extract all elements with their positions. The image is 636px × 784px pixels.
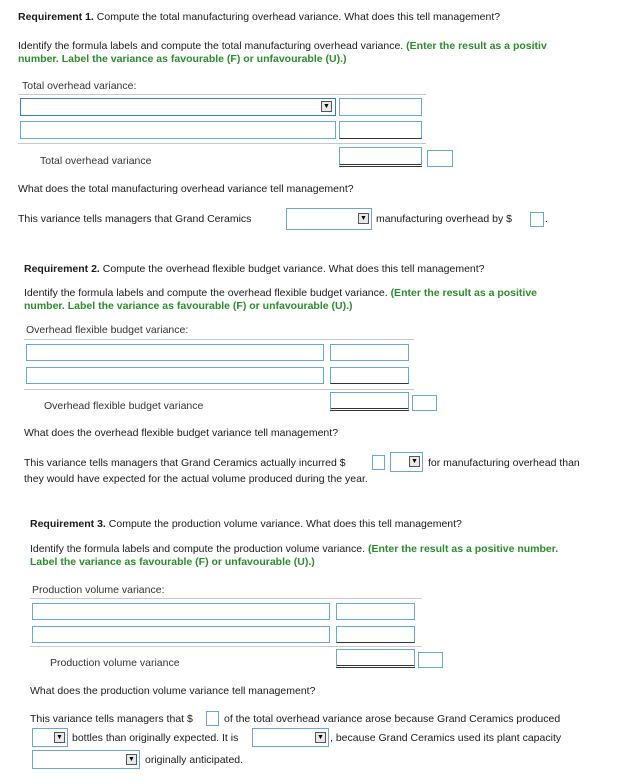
req3-question: What does the production volume variance tell management? <box>30 685 316 697</box>
dropdown-arrow-icon: ▼ <box>358 213 369 224</box>
req1-fu-input[interactable] <box>427 150 453 167</box>
req3-amount-input-2[interactable] <box>336 626 415 643</box>
req1-total-label: Total overhead variance <box>40 155 152 167</box>
divider <box>18 94 426 95</box>
req2-sentence-b: for manufacturing overhead than <box>428 457 580 469</box>
dropdown-arrow-icon: ▼ <box>321 101 332 112</box>
req2-amount-input-2[interactable] <box>330 367 409 384</box>
req2-fu-input[interactable] <box>412 395 437 411</box>
req1-amount-sentence-input[interactable] <box>530 212 544 227</box>
divider <box>24 389 414 390</box>
req1-table-label: Total overhead variance: <box>22 80 137 92</box>
dropdown-arrow-icon: ▼ <box>54 732 65 743</box>
dropdown-arrow-icon: ▼ <box>409 456 420 467</box>
req2-sentence-a: This variance tells managers that Grand Ceramics actually incurred $ <box>24 457 346 469</box>
req3-sentence-b: of the total overhead variance arose because Grand Ceramics produced <box>224 713 561 725</box>
req3-fav-unfav-select[interactable] <box>252 728 329 747</box>
req1-instructions: Identify the formula labels and compute the total manufacturing overhead variance. (Enter the result as a positiv number. Label the variance as favourable (F) or unfavourable (U).) <box>18 40 547 65</box>
req3-sentence-d: , because Grand Ceramics used its plant capacity <box>330 732 562 744</box>
req3-sentence-e: originally anticipated. <box>145 754 244 766</box>
req1-formula-label-select-1[interactable] <box>20 98 336 116</box>
req3-sentence-a: This variance tells managers that $ <box>30 713 193 725</box>
dropdown-arrow-icon: ▼ <box>126 754 137 765</box>
req2-formula-label-input-1[interactable] <box>26 344 324 361</box>
req3-amount-sentence-input[interactable] <box>206 711 219 726</box>
req2-instructions: Identify the formula labels and compute the overhead flexible budget variance. (Enter the result as a positive number. Label the variance as favourable (F) or unfavourable (U).) <box>24 287 538 312</box>
req1-amount-input-2[interactable] <box>339 121 422 139</box>
req1-sentence-c: . <box>545 213 548 225</box>
req3-capacity-select[interactable] <box>32 750 140 769</box>
req3-amount-input-1[interactable] <box>336 603 415 620</box>
divider <box>18 143 426 144</box>
dropdown-arrow-icon: ▼ <box>315 732 326 743</box>
req1-over-under-select[interactable] <box>286 208 372 230</box>
req3-heading: Requirement 3. Compute the production volume variance. What does this tell management? <box>30 518 462 530</box>
req1-formula-label-input-2[interactable] <box>20 121 336 139</box>
req3-more-fewer-select[interactable] <box>32 728 68 747</box>
req1-amount-input-1[interactable] <box>339 98 422 116</box>
req2-amount-input-1[interactable] <box>330 344 409 361</box>
req3-sentence-c: bottles than originally expected. It is <box>72 732 239 744</box>
req2-total-amount-input[interactable] <box>330 392 409 411</box>
req3-total-label: Production volume variance <box>50 657 180 669</box>
req2-total-label: Overhead flexible budget variance <box>44 400 204 412</box>
req3-formula-label-input-1[interactable] <box>32 603 330 620</box>
req2-sentence-c: they would have expected for the actual volume produced during the year. <box>24 473 368 485</box>
req3-total-amount-input[interactable] <box>336 649 415 668</box>
divider <box>30 598 422 599</box>
req3-instructions: Identify the formula labels and compute the production volume variance. (Enter the result as a positive number. Label the variance as favourable (F) or unfavourable (U).) <box>30 543 559 568</box>
req2-table-label: Overhead flexible budget variance: <box>26 324 189 336</box>
req3-formula-label-input-2[interactable] <box>32 626 330 643</box>
req1-question: What does the total manufacturing overhead variance tell management? <box>18 183 354 195</box>
req2-question: What does the overhead flexible budget variance tell management? <box>24 427 339 439</box>
req1-total-amount-input[interactable] <box>339 147 422 167</box>
req2-heading: Requirement 2. Compute the overhead flexible budget variance. What does this tell management? <box>24 263 485 275</box>
req3-fu-input[interactable] <box>418 652 443 668</box>
req2-formula-label-input-2[interactable] <box>26 367 324 384</box>
req2-more-less-select[interactable] <box>390 452 423 472</box>
req2-amount-sentence-input[interactable] <box>372 455 385 470</box>
req1-sentence-a: This variance tells managers that Grand Ceramics <box>18 213 252 225</box>
divider <box>24 339 414 340</box>
divider <box>30 646 422 647</box>
req3-table-label: Production volume variance: <box>32 584 165 596</box>
req1-sentence-b: manufacturing overhead by $ <box>376 213 513 225</box>
req1-heading: Requirement 1. Compute the total manufacturing overhead variance. What does this tell management? <box>18 11 501 23</box>
